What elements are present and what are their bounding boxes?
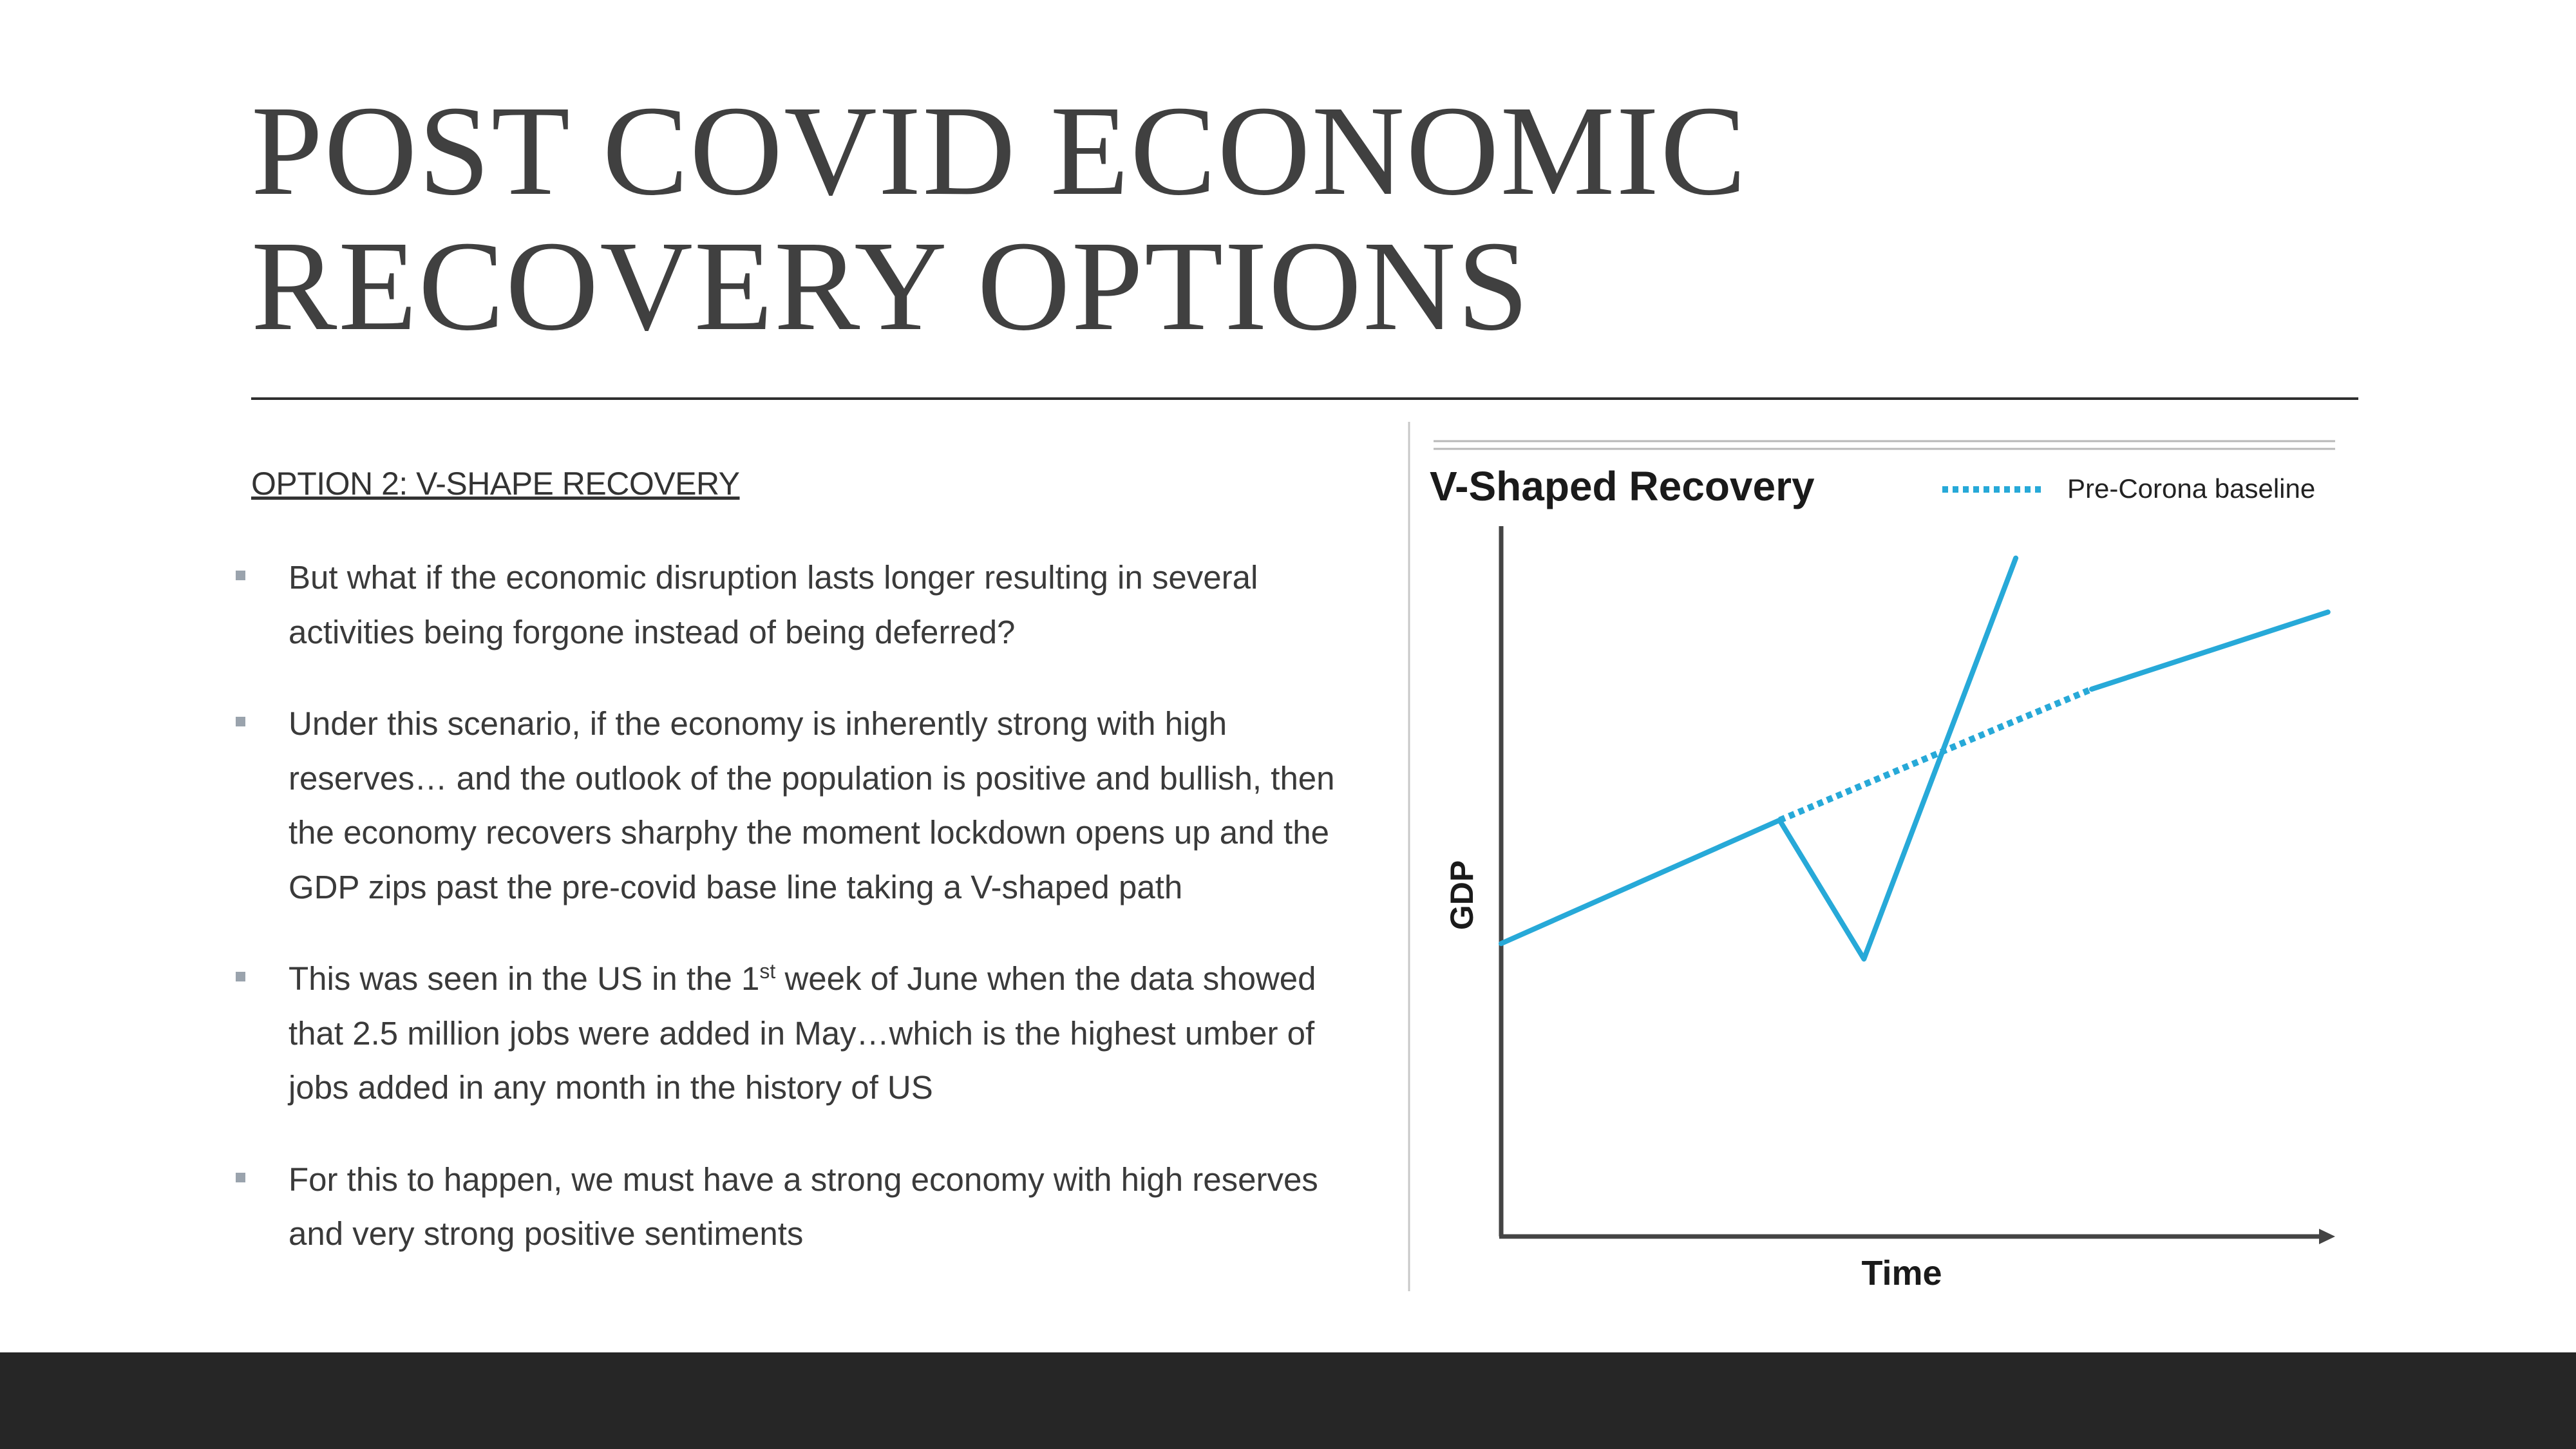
bullet-text: For this to happen, we must have a strong economy with high reserves and very strong positive sentiments xyxy=(289,1160,1318,1252)
bullet-item xyxy=(232,952,1378,1115)
bullet-list xyxy=(232,551,1378,1299)
slide-title-line-2: RECOVERY OPTIONS xyxy=(251,215,1530,357)
option-subheading: OPTION 2: V-SHAPE RECOVERY xyxy=(251,466,740,502)
bullet-square-icon xyxy=(236,1173,245,1182)
pre-corona-baseline-dotted-line xyxy=(1779,689,2092,820)
footer-bar xyxy=(0,1352,2576,1449)
bullet-text-before: This was seen in the US in the 1 xyxy=(289,960,760,997)
title-divider xyxy=(251,397,2358,400)
baseline-continuation-line xyxy=(2092,612,2328,689)
slide-title-line-1: POST COVID ECONOMIC xyxy=(251,80,1748,222)
bullet-item xyxy=(232,1153,1378,1262)
bullet-item xyxy=(232,551,1378,659)
x-axis-label: Time xyxy=(1861,1254,1942,1291)
y-axis-label: GDP xyxy=(1444,860,1480,931)
bullet-square-icon xyxy=(236,717,245,726)
chart-svg xyxy=(1408,422,2342,1291)
chart-title: V-Shaped Recovery xyxy=(1430,463,1815,509)
bullet-text-superscript: st xyxy=(759,960,776,983)
gdp-v-shaped-line xyxy=(1501,558,2016,960)
bullet-text-after: week of June when the data showed that 2.5 million jobs were added in May…which is the highest umber of jobs added in any month in the history of US xyxy=(289,960,1316,1106)
bullet-square-icon xyxy=(236,571,245,580)
slide-title xyxy=(251,80,2376,357)
legend-label: Pre-Corona baseline xyxy=(2067,473,2316,504)
bullet-text: But what if the economic disruption lasts longer resulting in several activities being forgone instead of being deferred? xyxy=(289,559,1258,650)
v-shaped-recovery-chart xyxy=(1408,422,2342,1291)
bullet-text: Under this scenario, if the economy is inherently strong with high reserves… and the outlook of the population is positive and bullish, then the economy recovers sharphy the moment lockdown opens up and the GDP zips past the pre-covid base line taking a V-shaped path xyxy=(289,705,1335,905)
bullet-square-icon xyxy=(236,972,245,981)
x-axis-arrow-icon xyxy=(2319,1229,2335,1244)
bullet-item xyxy=(232,697,1378,914)
